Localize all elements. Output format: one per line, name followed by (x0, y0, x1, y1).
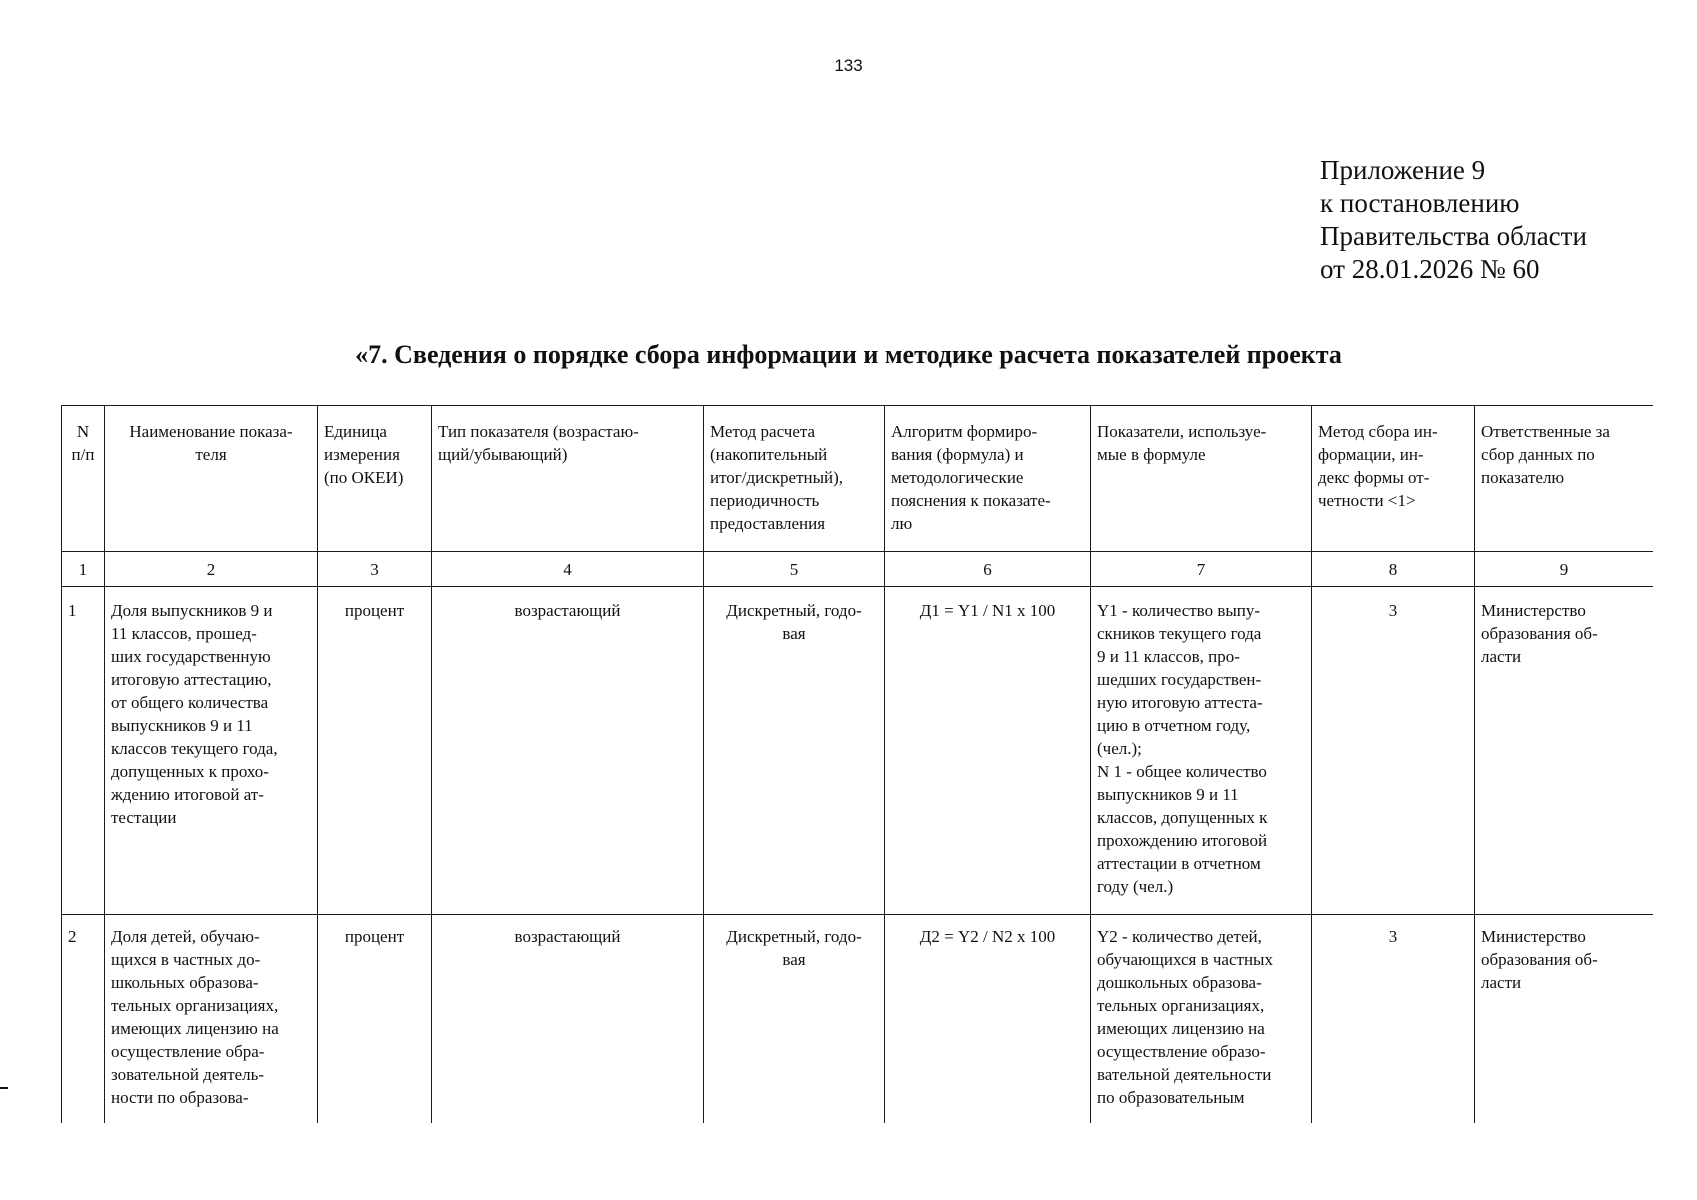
appendix-line-3: Правительства области (1320, 221, 1587, 251)
header-cell-type: Тип показателя (возрастаю- щий/убывающий) (432, 406, 704, 552)
appendix-block (1320, 154, 1587, 286)
indicator-name-cell: Доля выпускников 9 и 11 классов, прошед- ших государственную итоговую аттестацию, от общего количества выпускников 9 и 11 классов текущего года, допущенных к прохо- ждению итоговой ат- тестации (105, 587, 318, 915)
unit-cell: процент (318, 587, 432, 915)
column-number: 9 (1475, 552, 1654, 587)
document-title: «7. Сведения о порядке сбора информации и методике расчета показателей проекта (355, 340, 1342, 369)
header-cell-unit: Единица измерения (по ОКЕИ) (318, 406, 432, 552)
page-number: 133 (834, 56, 863, 75)
formula-cell: Д1 = Y1 / N1 x 100 (885, 587, 1091, 915)
indicators-table-container (61, 405, 1653, 1123)
responsible-cell: Министерство образования об- ласти (1475, 915, 1654, 1124)
column-number: 4 (432, 552, 704, 587)
indicator-type-cell: возрастающий (432, 915, 704, 1124)
indicator-type-cell: возрастающий (432, 587, 704, 915)
formula-indicators-cell: Y2 - количество детей, обучающихся в частных дошкольных образова- тельных организациях, имеющих лицензию на осуществление образо- вательной деятельности по образовательным (1091, 915, 1312, 1124)
responsible-cell: Министерство образования об- ласти (1475, 587, 1654, 915)
column-number: 3 (318, 552, 432, 587)
header-cell-number: N п/п (62, 406, 105, 552)
column-number: 2 (105, 552, 318, 587)
calculation-method-cell: Дискретный, годо- вая (704, 915, 885, 1124)
column-number-row (62, 552, 1654, 587)
column-number: 6 (885, 552, 1091, 587)
header-cell-name: Наименование показа- теля (105, 406, 318, 552)
table-header-row (62, 406, 1654, 552)
margin-mark (0, 1087, 8, 1089)
collection-method-cell: 3 (1312, 915, 1475, 1124)
unit-cell: процент (318, 915, 432, 1124)
appendix-line-2: к постановлению (1320, 188, 1520, 218)
row-number-cell: 1 (62, 587, 105, 915)
column-number: 8 (1312, 552, 1475, 587)
formula-cell: Д2 = Y2 / N2 x 100 (885, 915, 1091, 1124)
formula-indicators-cell: Y1 - количество выпу- скников текущего года 9 и 11 классов, про- шедших государствен- ную итоговую аттеста- цию в отчетном году, (чел.); N 1 - общее количество выпускников 9 и 11 классов, допущенных к прохождению итоговой аттестации в отчетном году (чел.) (1091, 587, 1312, 915)
collection-method-cell: 3 (1312, 587, 1475, 915)
appendix-line-1: Приложение 9 (1320, 155, 1486, 185)
column-number: 5 (704, 552, 885, 587)
column-number: 1 (62, 552, 105, 587)
column-number: 7 (1091, 552, 1312, 587)
calculation-method-cell: Дискретный, годо- вая (704, 587, 885, 915)
indicator-name-cell: Доля детей, обучаю- щихся в частных до- школьных образова- тельных организациях, имеющих лицензию на осуществление обра- зовательной деятель- ности по образова- (105, 915, 318, 1124)
header-cell-method: Метод расчета (накопительный итог/дискретный), периодичность предоставления (704, 406, 885, 552)
indicators-table (61, 405, 1653, 1123)
header-cell-formula: Алгоритм формиро- вания (формула) и методологические пояснения к показате- лю (885, 406, 1091, 552)
header-cell-responsible: Ответственные за сбор данных по показателю (1475, 406, 1654, 552)
header-cell-collection: Метод сбора ин- формации, ин- декс формы от- четности <1> (1312, 406, 1475, 552)
appendix-line-4: от 28.01.2026 № 60 (1320, 254, 1540, 284)
table-row (62, 915, 1654, 1124)
row-number-cell: 2 (62, 915, 105, 1124)
table-row (62, 587, 1654, 915)
header-cell-indicators: Показатели, используе- мые в формуле (1091, 406, 1312, 552)
